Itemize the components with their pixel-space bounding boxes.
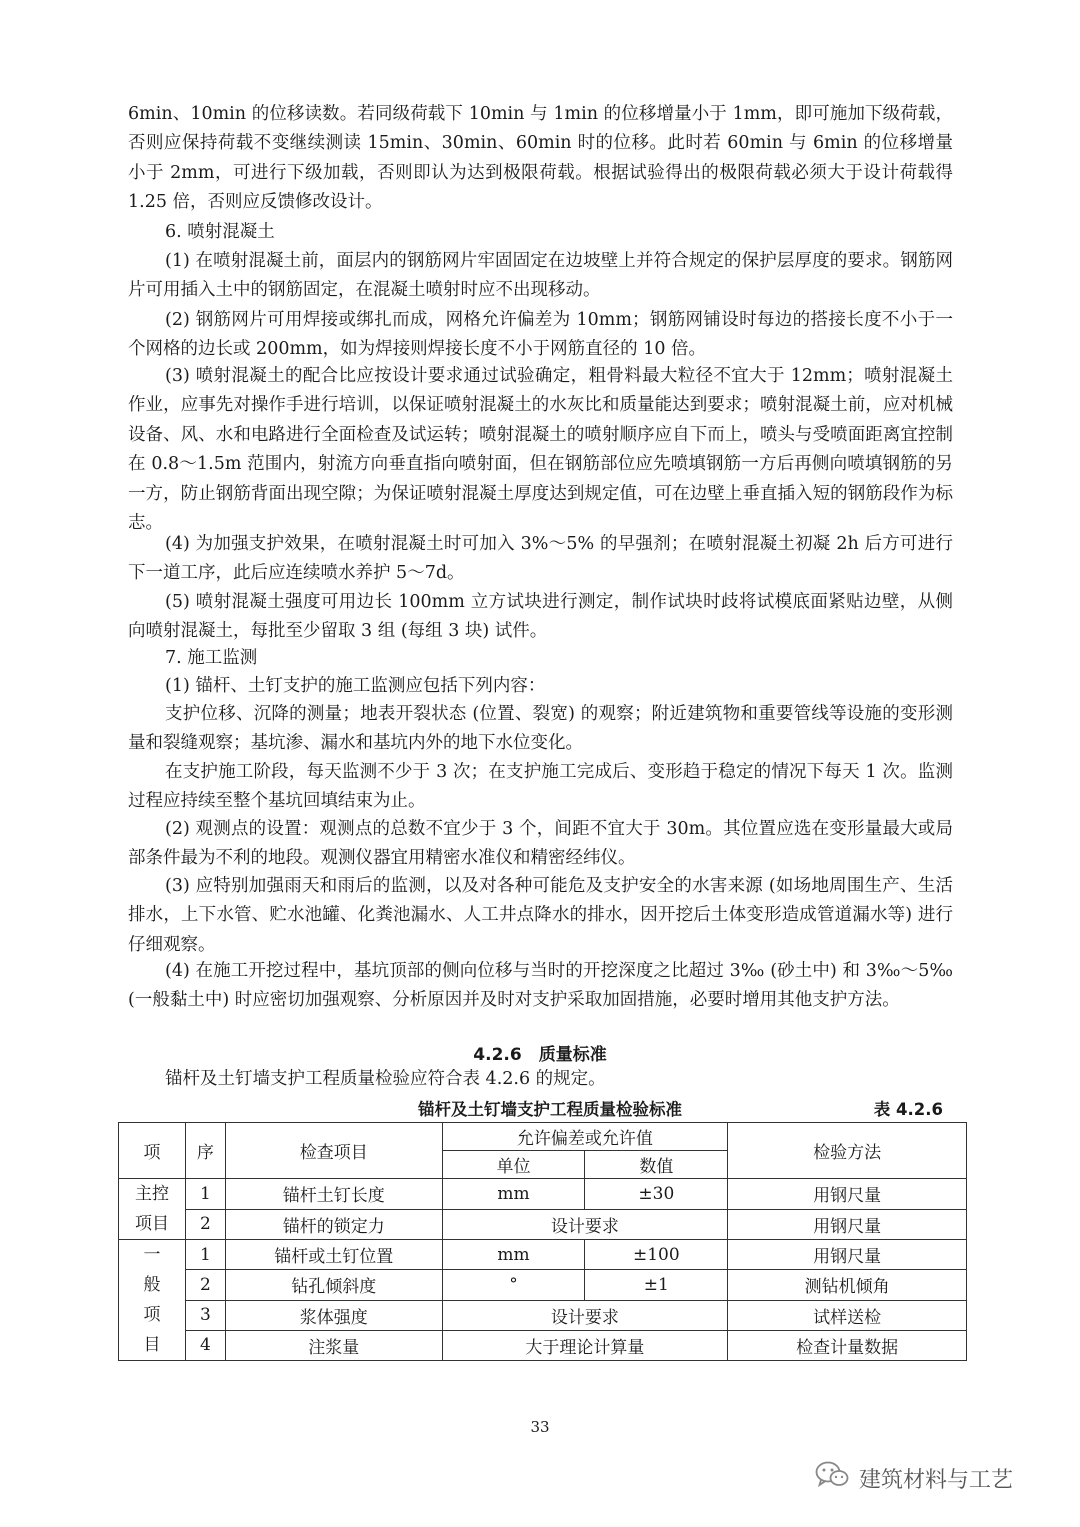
table-number: 表 4.2.6 bbox=[873, 1100, 943, 1119]
cell-seq: 3 bbox=[185, 1300, 225, 1330]
cell-item: 锚杆的锁定力 bbox=[225, 1209, 442, 1240]
cell-item: 锚杆或土钉位置 bbox=[225, 1240, 442, 1270]
group-general-char: 般 bbox=[143, 1275, 161, 1295]
paragraph-monitoring-1-content: 支护位移、沉降的测量；地表开裂状态 (位置、裂宽) 的观察；附近建筑物和重要管线等设施的变形测量和裂缝观察；基坑渗、漏水和基坑内外的地下水位变化。 bbox=[128, 704, 953, 754]
group-main-control-line: 项目 bbox=[134, 1214, 169, 1234]
header-unit: 单位 bbox=[442, 1151, 585, 1179]
heading-shotcrete: 6. 喷射混凝土 bbox=[165, 222, 275, 242]
header-item: 项 bbox=[119, 1123, 186, 1179]
cell-value: ±100 bbox=[585, 1240, 728, 1270]
cell-unit: ° bbox=[442, 1270, 585, 1300]
paragraph-load-test: 6min、10min 的位移读数。若同级荷载下 10min 与 1min 的位移增量小于 1mm，即可施加下级荷载，否则应保持荷载不变继续测读 15min、30min、60min 时的位移。此时若 60min 与 6min 的位移增量小于 2mm，可进行下级加载，否则即认为达到极限荷载。根据试验得出的极限荷载必须大于设计荷载得 1.25 倍，否则应反馈修改设计。 bbox=[128, 104, 953, 213]
quality-table bbox=[118, 1122, 967, 1361]
watermark bbox=[815, 1463, 1013, 1493]
group-main-control-line: 主控 bbox=[134, 1184, 169, 1204]
cell-seq: 1 bbox=[185, 1240, 225, 1270]
group-general-char: 目 bbox=[143, 1335, 161, 1355]
paragraph-monitoring-3: (3) 应特别加强雨天和雨后的监测，以及对各种可能危及支护安全的水害来源 (如场地周围生产、生活排水，上下水管、贮水池罐、化粪池漏水、人工井点降水的排水，因开挖后土体变形造成管道漏水等) 进行仔细观察。 bbox=[128, 876, 953, 955]
paragraph-shotcrete-1: (1) 在喷射混凝土前，面层内的钢筋网片牢固固定在边坡壁上并符合规定的保护层厚度的要求。钢筋网片可用插入土中的钢筋固定，在混凝土喷射时应不出现移动。 bbox=[128, 251, 953, 301]
cell-merged-value: 设计要求 bbox=[442, 1209, 728, 1240]
heading-monitoring: 7. 施工监测 bbox=[165, 648, 258, 668]
table-caption bbox=[128, 1096, 953, 1122]
page-number: 33 bbox=[530, 1418, 550, 1436]
cell-seq: 4 bbox=[185, 1330, 225, 1360]
table-row bbox=[119, 1330, 967, 1360]
wechat-icon bbox=[815, 1461, 849, 1495]
paragraph-monitoring-frequency: 在支护施工阶段，每天监测不少于 3 次；在支护施工完成后、变形趋于稳定的情况下每天 1 次。监测过程应持续至整个基坑回填结束为止。 bbox=[128, 762, 953, 812]
cell-seq: 2 bbox=[185, 1270, 225, 1300]
group-main-control bbox=[119, 1179, 186, 1240]
paragraph-shotcrete-3: (3) 喷射混凝土的配合比应按设计要求通过试验确定，粗骨料最大粒径不宜大于 12mm；喷射混凝土作业，应事先对操作手进行培训，以保证喷射混凝土的水灰比和质量能达到要求；喷射混凝土前，应对机械设备、风、水和电路进行全面检查及试运转；喷射混凝土的喷射顺序应自下而上，喷头与受喷面距离宜控制在 0.8～1.5m 范围内，射流方向垂直指向喷射面，但在钢筋部位应先喷填钢筋一方后再侧向喷填钢筋的另一方，防止钢筋背面出现空隙；为保证喷射混凝土厚度达到规定值，可在边壁上垂直插入短的钢筋段作为标志。 bbox=[128, 366, 953, 534]
paragraph-shotcrete-5: (5) 喷射混凝土强度可用边长 100mm 立方试块进行测定，制作试块时歧将试模底面紧贴边壁，从侧向喷射混凝土，每批至少留取 3 组 (每组 3 块) 试件。 bbox=[128, 592, 953, 642]
cell-merged-value: 大于理论计算量 bbox=[442, 1330, 728, 1360]
header-check-item: 检查项目 bbox=[225, 1123, 442, 1179]
header-seq: 序 bbox=[185, 1123, 225, 1179]
paragraph-monitoring-1: (1) 锚杆、土钉支护的施工监测应包括下列内容： bbox=[165, 676, 546, 696]
header-method: 检验方法 bbox=[728, 1123, 967, 1179]
header-tolerance: 允许偏差或允许值 bbox=[442, 1123, 728, 1151]
section-title: 4.2.6 质量标准 bbox=[473, 1045, 607, 1065]
table-row bbox=[119, 1179, 967, 1210]
cell-item: 钻孔倾斜度 bbox=[225, 1270, 442, 1300]
cell-method: 用钢尺量 bbox=[728, 1240, 967, 1270]
table-row bbox=[119, 1209, 967, 1240]
table-row bbox=[119, 1300, 967, 1330]
cell-item: 锚杆土钉长度 bbox=[225, 1179, 442, 1210]
watermark-text: 建筑材料与工艺 bbox=[859, 1467, 1014, 1493]
cell-merged-value: 设计要求 bbox=[442, 1300, 728, 1330]
cell-method: 用钢尺量 bbox=[728, 1209, 967, 1240]
group-general-char: 项 bbox=[143, 1305, 161, 1325]
cell-method: 用钢尺量 bbox=[728, 1179, 967, 1210]
section-intro: 锚杆及土钉墙支护工程质量检验应符合表 4.2.6 的规定。 bbox=[165, 1069, 606, 1089]
cell-method: 试样送检 bbox=[728, 1300, 967, 1330]
cell-unit: mm bbox=[442, 1179, 585, 1210]
cell-method: 测钻机倾角 bbox=[728, 1270, 967, 1300]
cell-item: 注浆量 bbox=[225, 1330, 442, 1360]
cell-unit: mm bbox=[442, 1240, 585, 1270]
cell-seq: 1 bbox=[185, 1179, 225, 1210]
cell-value: ±1 bbox=[585, 1270, 728, 1300]
cell-item: 浆体强度 bbox=[225, 1300, 442, 1330]
table-header-row bbox=[119, 1123, 967, 1151]
cell-method: 检查计量数据 bbox=[728, 1330, 967, 1360]
paragraph-monitoring-4: (4) 在施工开挖过程中，基坑顶部的侧向位移与当时的开挖深度之比超过 3‰ (砂土中) 和 3‰～5‰ (一般黏土中) 时应密切加强观察、分析原因并及时对支护采取加固措施，必要时增用其他支护方法。 bbox=[128, 961, 953, 1011]
table-title: 锚杆及土钉墙支护工程质量检验标准 bbox=[418, 1100, 682, 1119]
paragraph-monitoring-2: (2) 观测点的设置：观测点的总数不宜少于 3 个，间距不宜大于 30m。其位置应选在变形量最大或局部条件最为不利的地段。观测仪器宜用精密水准仪和精密经纬仪。 bbox=[128, 819, 953, 869]
table-row bbox=[119, 1270, 967, 1300]
header-value: 数值 bbox=[585, 1151, 728, 1179]
paragraph-shotcrete-2: (2) 钢筋网片可用焊接或绑扎而成，网格允许偏差为 10mm；钢筋网铺设时每边的搭接长度不小于一个网格的边长或 200mm，如为焊接则焊接长度不小于网筋直径的 10 倍。 bbox=[128, 310, 953, 360]
cell-seq: 2 bbox=[185, 1209, 225, 1240]
table-row bbox=[119, 1240, 967, 1270]
group-general-char: 一 bbox=[143, 1245, 161, 1265]
paragraph-shotcrete-4: (4) 为加强支护效果，在喷射混凝土时可加入 3%～5% 的早强剂；在喷射混凝土初凝 2h 后方可进行下一道工序，此后应连续喷水养护 5～7d。 bbox=[128, 534, 953, 584]
cell-value: ±30 bbox=[585, 1179, 728, 1210]
group-general bbox=[119, 1240, 186, 1361]
